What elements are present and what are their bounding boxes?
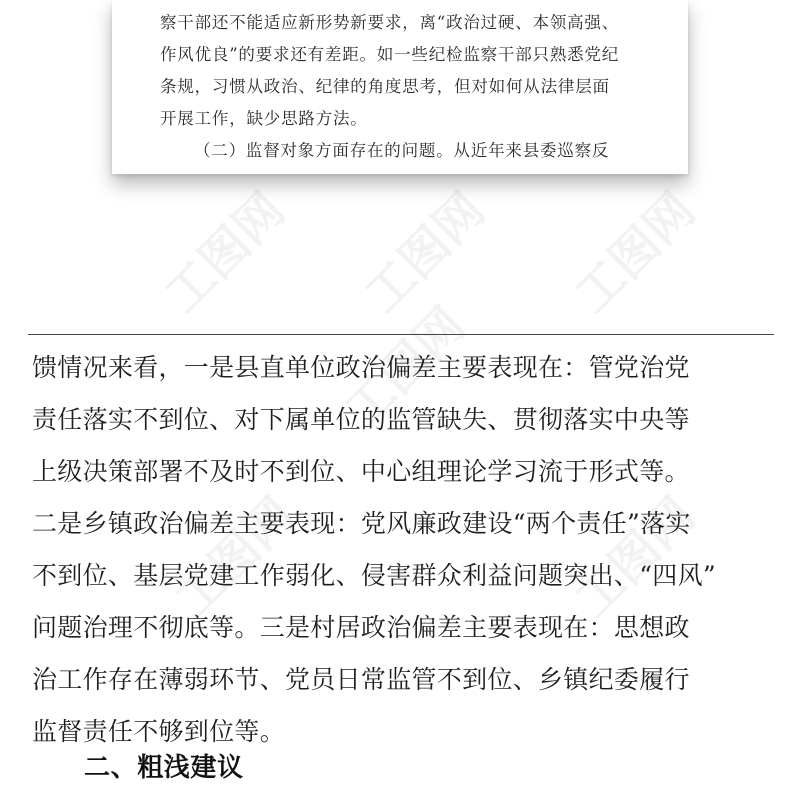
watermark: 工图网 (564, 486, 706, 629)
body-line: 上级决策部署不及时不到位、中心组理论学习流于形式等。 (32, 457, 690, 486)
body-line: 责任落实不到位、对下属单位的监管缺失、贯彻落实中央等 (32, 405, 690, 434)
body-line: 监督责任不够到位等。 (32, 717, 286, 746)
body-line: 二是乡镇政治偏差主要表现：党风廉政建设“两个责任”落实 (32, 509, 691, 538)
watermark: 工图网 (354, 181, 496, 324)
watermark: 工图网 (334, 296, 476, 439)
watermark: 工图网 (564, 181, 706, 324)
card-paragraph (160, 7, 660, 167)
watermark: 工图网 (154, 181, 296, 324)
body-paragraph (32, 342, 792, 758)
card-line: 察干部还不能适应新形势新要求，离“政治过硬、本领高强、 (160, 13, 620, 32)
document-preview-card (112, 0, 688, 174)
section-heading: 二、粗浅建议 (84, 753, 244, 783)
body-line: 馈情况来看，一是县直单位政治偏差主要表现在：管党治党 (32, 353, 690, 382)
body-line: 问题治理不彻底等。三是村居政治偏差主要表现在：思想政 (32, 613, 690, 642)
body-line: 不到位、基层党建工作弱化、侵害群众利益问题突出、“四风” (32, 561, 716, 590)
card-line: 作风优良”的要求还有差距。如一些纪检监察干部只熟悉党纪 (160, 45, 620, 64)
section-divider (28, 334, 774, 335)
card-line-subheading: （二）监督对象方面存在的问题。从近年来县委巡察反 (194, 141, 610, 160)
body-line: 治工作存在薄弱环节、党员日常监管不到位、乡镇纪委履行 (32, 665, 690, 694)
watermark: 工图网 (164, 486, 306, 629)
card-line: 条规，习惯从政治、纪律的角度思考，但对如何从法律层面 (160, 77, 610, 96)
card-line: 开展工作，缺少思路方法。 (160, 109, 368, 128)
